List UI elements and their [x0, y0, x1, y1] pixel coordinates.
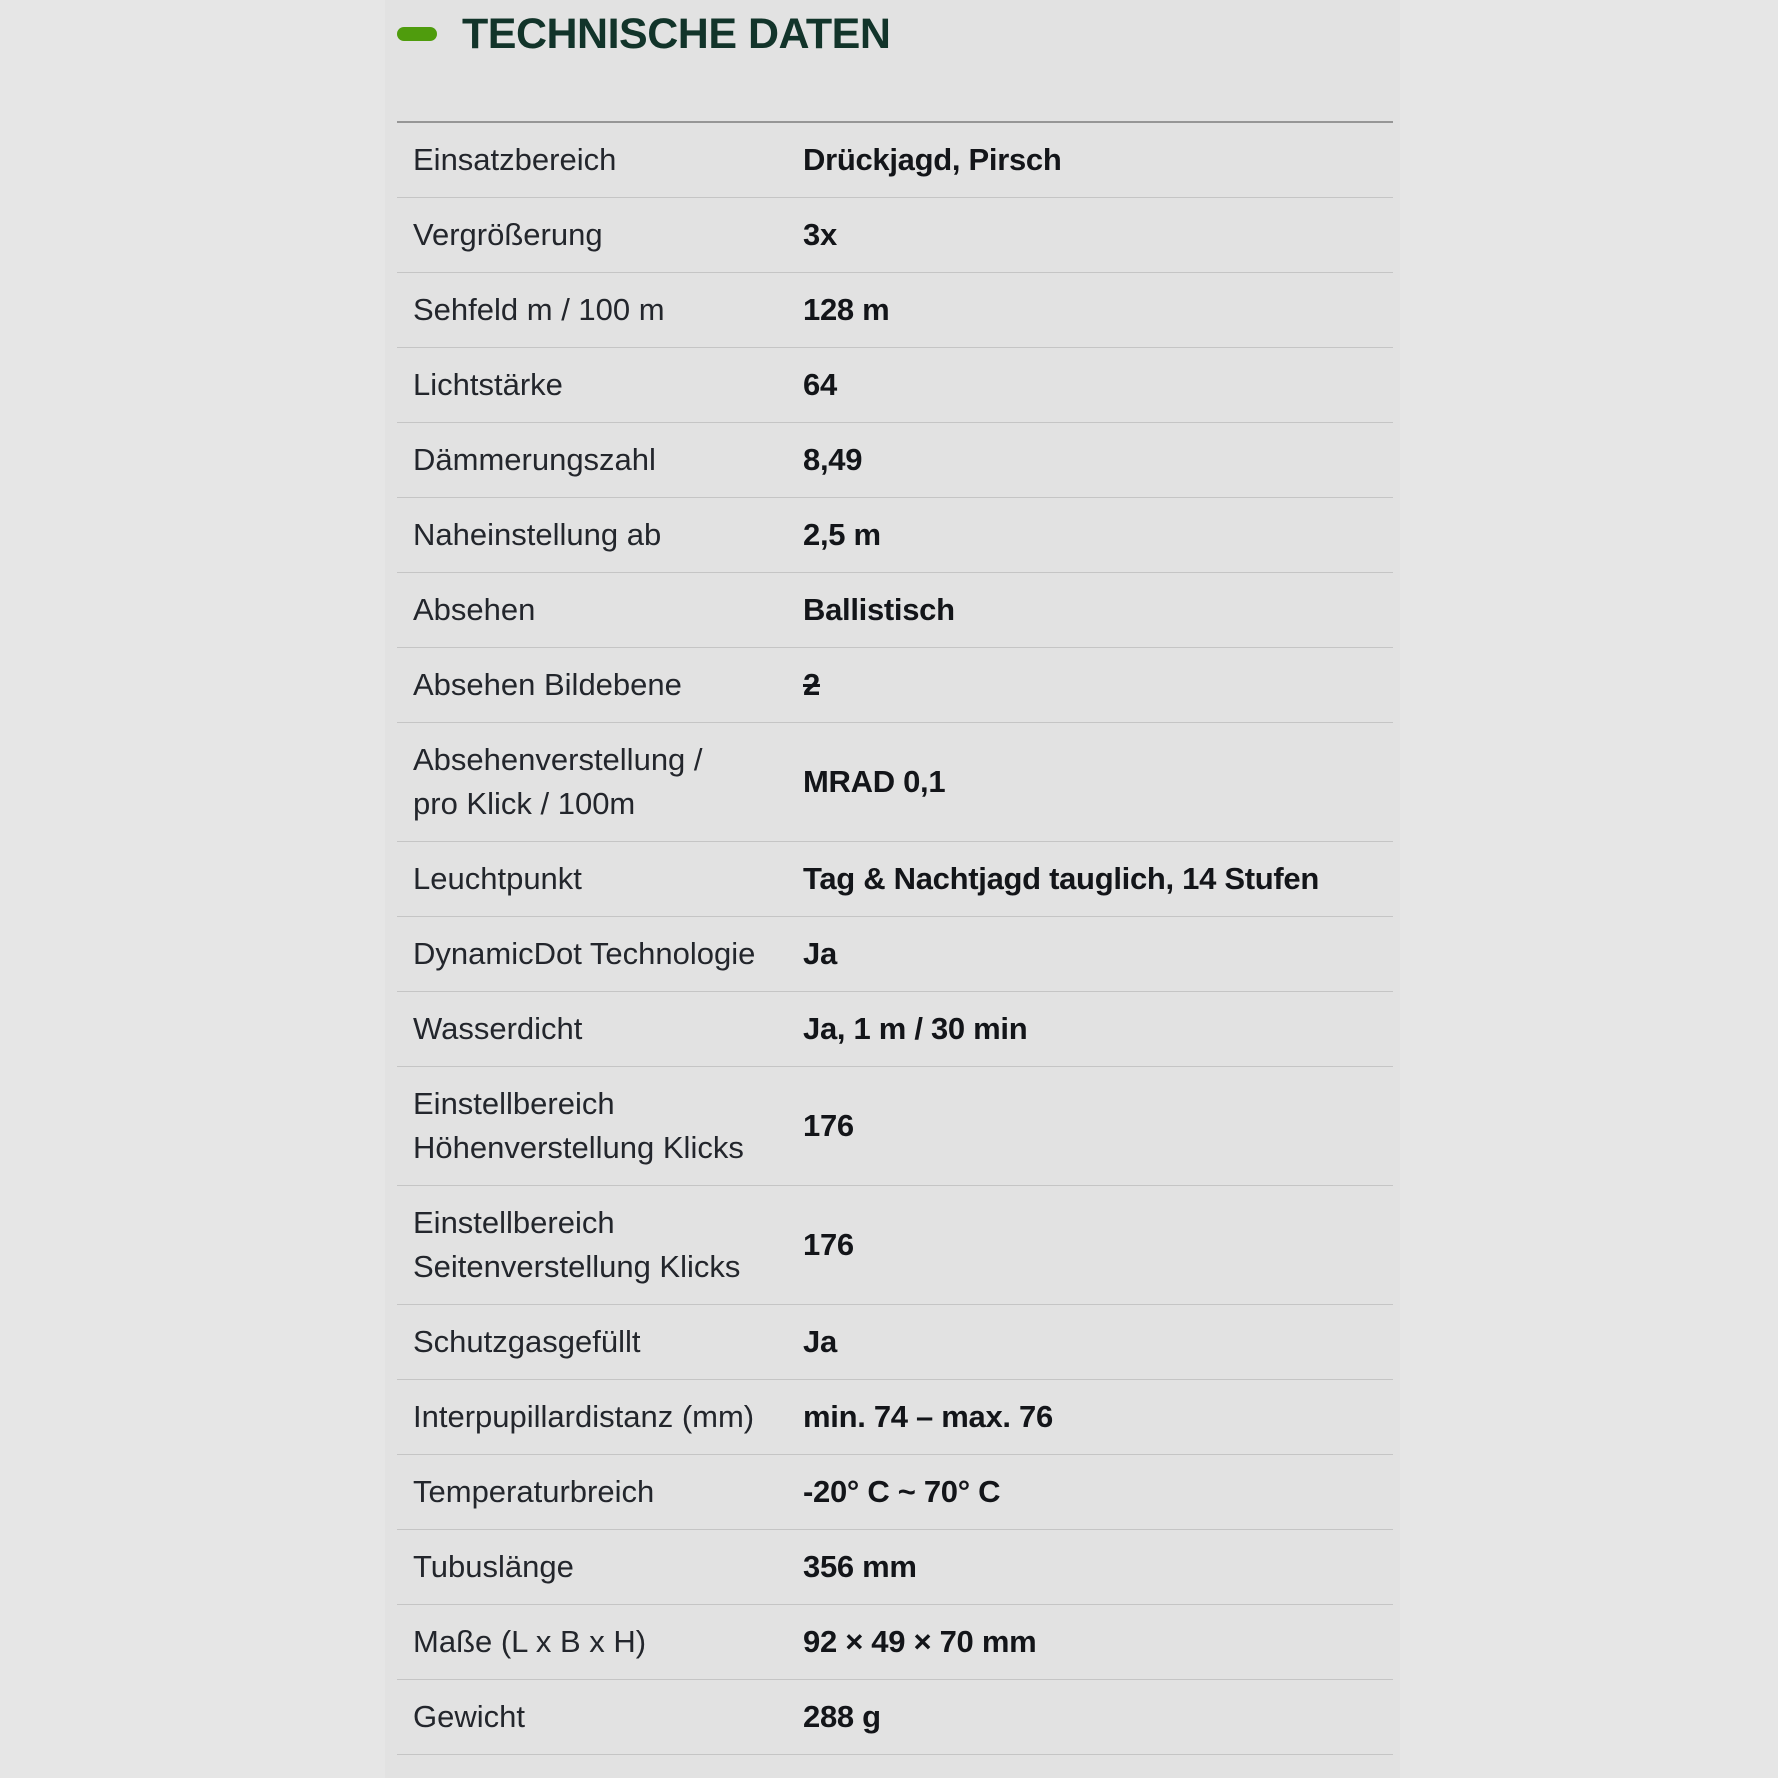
spec-label: Absehen Bildebene	[413, 667, 682, 702]
spec-row	[397, 1186, 1393, 1305]
spec-label: Schutzgasgefüllt	[413, 1324, 641, 1359]
spec-value: 92 × 49 × 70 mm	[803, 1624, 1037, 1659]
spec-label: Leuchtpunkt	[413, 861, 582, 896]
spec-value: MRAD 0,1	[803, 764, 946, 799]
spec-value: Ja, 1 m / 30 min	[803, 1011, 1028, 1046]
spec-value: 128 m	[803, 292, 890, 327]
spec-label: Gewicht	[413, 1699, 525, 1734]
spec-row	[397, 273, 1393, 348]
spec-label: Dämmerungszahl	[413, 442, 656, 477]
spec-row	[397, 423, 1393, 498]
spec-value: 2,5 m	[803, 517, 881, 552]
spec-label: Temperaturbreich	[413, 1474, 655, 1509]
spec-row	[397, 917, 1393, 992]
spec-label	[397, 738, 803, 826]
spec-row	[397, 1605, 1393, 1680]
spec-row	[397, 1067, 1393, 1186]
spec-value: 356 mm	[803, 1549, 917, 1584]
spec-row	[397, 348, 1393, 423]
spec-value: 288 g	[803, 1699, 881, 1734]
spec-row	[397, 1455, 1393, 1530]
spec-value: 176	[803, 1227, 854, 1262]
spec-label: Sehfeld m / 100 m	[413, 292, 665, 327]
spec-value: 3x	[803, 217, 837, 252]
spec-label-line: pro Klick / 100m	[413, 786, 636, 821]
section-header	[397, 0, 1393, 60]
spec-label-line: Einstellbereich	[413, 1205, 615, 1240]
section-title: TECHNISCHE DATEN	[462, 10, 891, 58]
spec-label: Tubuslänge	[413, 1549, 574, 1584]
spec-value: Drückjagd, Pirsch	[803, 142, 1062, 177]
spec-label	[397, 1082, 803, 1170]
spec-row	[397, 1380, 1393, 1455]
spec-row	[397, 992, 1393, 1067]
spec-row	[397, 573, 1393, 648]
spec-row	[397, 1530, 1393, 1605]
spec-value: Ja	[803, 936, 837, 971]
spec-value: 64	[803, 367, 837, 402]
spec-label: Absehen	[413, 592, 536, 627]
spec-label: Vergrößerung	[413, 217, 603, 252]
spec-label-line: Absehenverstellung /	[413, 742, 703, 777]
content-panel	[385, 0, 1400, 1778]
spec-label: Naheinstellung ab	[413, 517, 662, 552]
spec-value: min. 74 – max. 76	[803, 1399, 1053, 1434]
spec-value: 2	[803, 667, 820, 702]
spec-label-line: Seitenverstellung Klicks	[413, 1249, 741, 1284]
spec-label-line: Einstellbereich	[413, 1086, 615, 1121]
spec-row	[397, 498, 1393, 573]
spec-row	[397, 123, 1393, 198]
spec-label	[397, 1201, 803, 1289]
spec-value: Ja	[803, 1324, 837, 1359]
spec-row	[397, 648, 1393, 723]
spec-value: Tag & Nachtjagd tauglich, 14 Stufen	[803, 861, 1319, 896]
spec-table	[397, 121, 1393, 1755]
spec-value: 8,49	[803, 442, 863, 477]
spec-label: Interpupillardistanz (mm)	[413, 1399, 755, 1434]
spec-row	[397, 1680, 1393, 1755]
spec-row	[397, 1305, 1393, 1380]
spec-value: -20° C ~ 70° C	[803, 1474, 1001, 1509]
spec-row	[397, 198, 1393, 273]
spec-label: Maße (L x B x H)	[413, 1624, 647, 1659]
spec-row	[397, 842, 1393, 917]
spec-label: Wasserdicht	[413, 1011, 583, 1046]
accent-dash-icon	[397, 27, 437, 41]
spec-value: Ballistisch	[803, 592, 955, 627]
spec-label: DynamicDot Technologie	[413, 936, 756, 971]
spec-section	[397, 0, 1393, 1755]
spec-label: Einsatzbereich	[413, 142, 617, 177]
spec-value: 176	[803, 1108, 854, 1143]
spec-label: Lichtstärke	[413, 367, 563, 402]
spec-row	[397, 723, 1393, 842]
spec-label-line: Höhenverstellung Klicks	[413, 1130, 744, 1165]
